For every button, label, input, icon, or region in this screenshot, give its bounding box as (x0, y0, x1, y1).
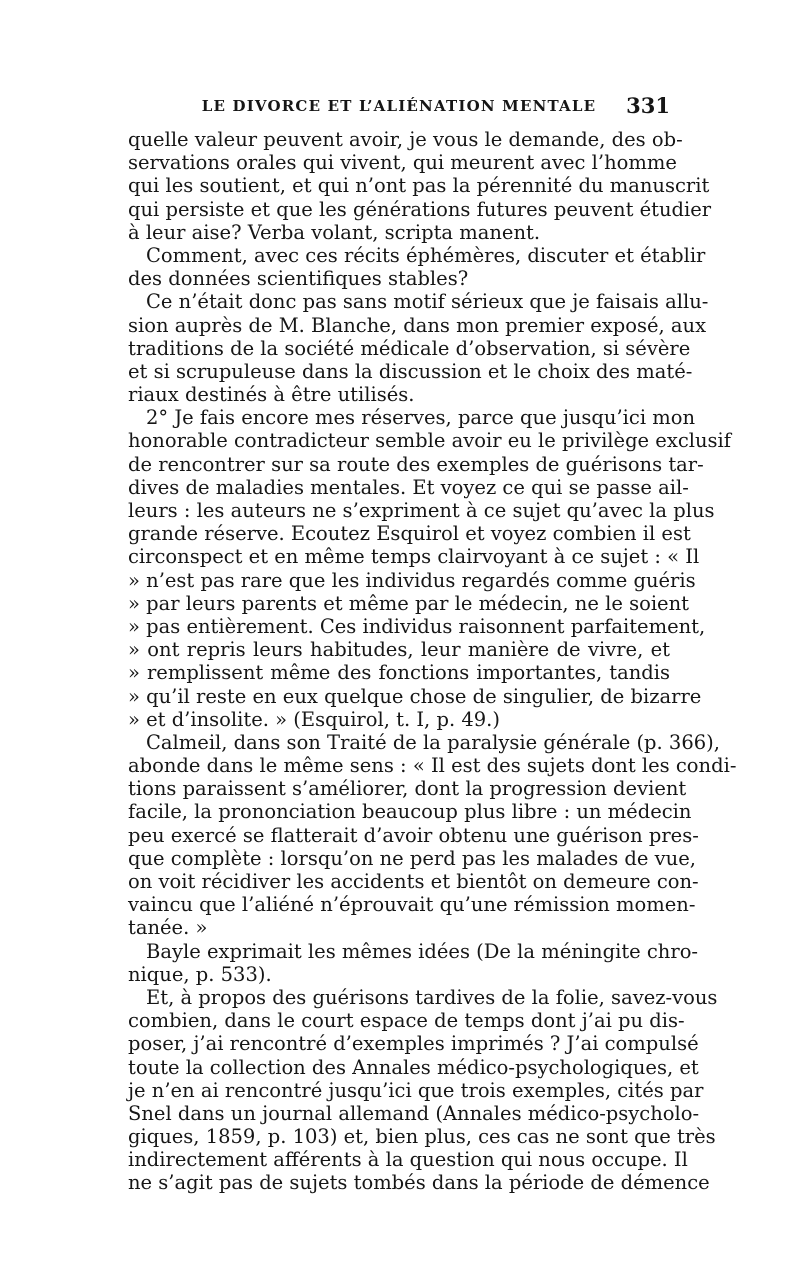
text-line: grande réserve. Ecoutez Esquirol et voyez combien il est (128, 522, 691, 546)
text-line: dives de maladies mentales. Et voyez ce qui se passe ail- (128, 475, 689, 499)
text-line: vaincu que l’aliéné n’éprouvait qu’une rémission momen- (128, 893, 696, 917)
text-line: ne s’agit pas de sujets tombés dans la période de démence (128, 1171, 710, 1195)
text-line: de rencontrer sur sa route des exemples de guérisons tar- (128, 452, 704, 476)
text-line: tions paraissent s’améliorer, dont la progression devient (128, 777, 687, 801)
text-line: indirectement afférents à la question qui nous occupe. Il (128, 1148, 688, 1172)
text-line: combien, dans le court espace de temps dont j’ai pu dis- (128, 1009, 685, 1033)
text-line: » ont repris leurs habitudes, leur manière de vivre, et (128, 638, 670, 662)
text-line: giques, 1859, p. 103) et, bien plus, ces cas ne sont que très (128, 1125, 716, 1149)
text-line: abonde dans le même sens : « Il est des sujets dont les condi- (128, 754, 737, 778)
text-line: je n’en ai rencontré jusqu’ici que trois exemples, cités par (128, 1078, 704, 1102)
text-line: Calmeil, dans son Traité de la paralysie générale (p. 366), (146, 730, 720, 754)
text-line: sion auprès de M. Blanche, dans mon premier exposé, aux (128, 313, 707, 337)
text-line: on voit récidiver les accidents et bientôt on demeure con- (128, 870, 699, 893)
text-line: » remplissent même des fonctions importantes, tandis (128, 661, 670, 685)
text-line: Et, à propos des guérisons tardives de la folie, savez-vous (146, 985, 718, 1009)
text-line: Bayle exprimait les mêmes idées (De la méningite chro- (146, 939, 699, 963)
text-line: quelle valeur peuvent avoir, je vous le demande, des ob- (128, 128, 683, 151)
text-line: Snel dans un journal allemand (Annales médico-psycholo- (128, 1101, 700, 1125)
text-line: » qu’il reste en eux quelque chose de singulier, de bizarre (128, 684, 702, 708)
body-text (128, 128, 737, 1195)
text-line: tanée. » (128, 916, 208, 940)
text-line: et si scrupuleuse dans la discussion et le choix des maté- (128, 359, 693, 383)
text-line: » et d’insolite. » (Esquirol, t. I, p. 49.) (128, 707, 500, 731)
text-line: » par leurs parents et même par le médecin, ne le soient (128, 591, 689, 615)
text-line: facile, la prononciation beaucoup plus libre : un médecin (128, 800, 692, 824)
text-line: honorable contradicteur semble avoir eu le privilège exclusif (128, 429, 732, 453)
text-line: » pas entièrement. Ces individus raisonnent parfaitement, (128, 614, 706, 638)
text-line: toute la collection des Annales médico-psychologiques, et (128, 1055, 699, 1079)
text-line: 2° Je fais encore mes réserves, parce que jusqu’ici mon (146, 406, 696, 430)
text-line: poser, j’ai rencontré d’exemples imprimés ? J’ai compulsé (128, 1032, 699, 1056)
text-line: que complète : lorsqu’on ne perd pas les malades de vue, (128, 846, 696, 870)
text-line: qui persiste et que les générations futures peuvent étudier (128, 197, 712, 221)
text-line: traditions de la société médicale d’observation, si sévère (128, 336, 691, 360)
text-line: servations orales qui vivent, qui meurent avec l’homme (128, 151, 677, 175)
text-line: Comment, avec ces récits éphémères, discuter et établir (146, 243, 706, 267)
text-line: des données scientifiques stables? (128, 267, 469, 291)
text-line: » n’est pas rare que les individus regardés comme guéris (128, 568, 696, 592)
text-line: leurs : les auteurs ne s’expriment à ce sujet qu’avec la plus (128, 499, 715, 522)
running-title: LE DIVORCE ET L’ALIÉNATION MENTALE (201, 97, 597, 115)
text-line: peu exercé se flatterait d’avoir obtenu une guérison pres- (128, 823, 699, 847)
text-line: qui les soutient, et qui n’ont pas la pérennité du manuscrit (128, 174, 710, 198)
text-line: à leur aise? Verba volant, scripta manent. (128, 220, 541, 244)
text-line: Ce n’était donc pas sans motif sérieux que je faisais allu- (146, 290, 709, 314)
text-line: circonspect et en même temps clairvoyant à ce sujet : « Il (128, 545, 700, 569)
running-head (128, 94, 670, 118)
page-number: 331 (626, 93, 670, 118)
text-line: riaux destinés à être utilisés. (128, 383, 415, 407)
text-line: nique, p. 533). (128, 962, 272, 986)
